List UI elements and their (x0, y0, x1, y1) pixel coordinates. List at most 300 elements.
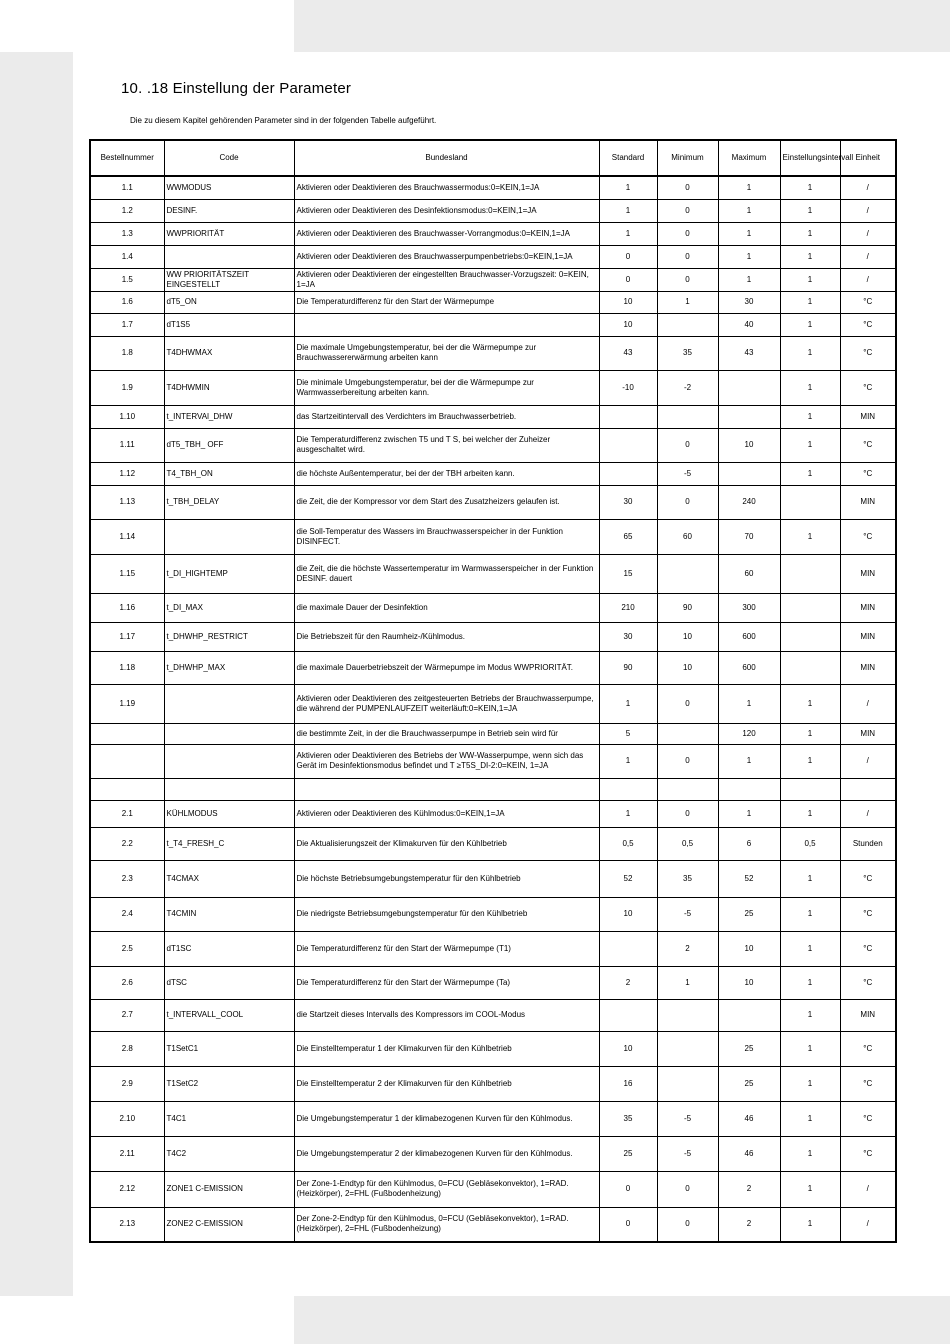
cell-description: Die Umgebungstemperatur 1 der klimabezogenen Kurven für den Kühlmodus. (294, 1101, 599, 1136)
cell-code: t_TBH_DELAY (164, 485, 294, 519)
cell-nr: 2.11 (90, 1136, 164, 1171)
table-row (90, 931, 896, 966)
cell-description: Aktivieren oder Deaktivieren des Kühlmodus:0=KEIN,1=JA (294, 800, 599, 827)
table-row (90, 860, 896, 897)
cell-interval: 1 (780, 931, 840, 966)
table-row (90, 778, 896, 800)
cell-nr: 1.3 (90, 222, 164, 245)
cell-interval: 1 (780, 1136, 840, 1171)
cell-description: Aktivieren oder Deaktivieren des zeitgesteuerten Betriebs der Brauchwasserpumpe, die während der PUMPENLAUFZEIT weiterläuft:0=KEIN,1=JA (294, 684, 599, 723)
cell-maximum: 1 (718, 245, 780, 268)
cell-interval: 1 (780, 999, 840, 1031)
cell-standard (599, 462, 657, 485)
cell-minimum: 1 (657, 966, 718, 999)
cell-nr: 1.14 (90, 519, 164, 554)
cell-unit: °C (840, 428, 896, 462)
cell-nr: 1.15 (90, 554, 164, 593)
table-row (90, 222, 896, 245)
cell-minimum: -2 (657, 370, 718, 405)
cell-standard: 210 (599, 593, 657, 622)
cell-code (164, 744, 294, 778)
cell-minimum (657, 723, 718, 744)
cell-code: WWPRIORITÄT (164, 222, 294, 245)
cell-code: T4CMIN (164, 897, 294, 931)
cell-nr: 2.7 (90, 999, 164, 1031)
cell-maximum: 1 (718, 199, 780, 222)
cell-minimum: 0 (657, 485, 718, 519)
section-intro: Die zu diesem Kapitel gehörenden Parameter sind in der folgenden Tabelle aufgeführt. (130, 116, 437, 125)
cell-maximum: 2 (718, 1171, 780, 1207)
cell-description: das Startzeitintervall des Verdichters im Brauchwasserbetrieb. (294, 405, 599, 428)
cell-maximum: 6 (718, 827, 780, 860)
cell-maximum: 52 (718, 860, 780, 897)
cell-minimum: -5 (657, 1101, 718, 1136)
cell-code: T4DHWMAX (164, 336, 294, 370)
cell-maximum: 70 (718, 519, 780, 554)
cell-code: T4C1 (164, 1101, 294, 1136)
cell-interval: 1 (780, 1031, 840, 1066)
cell-description: Die Temperaturdifferenz für den Start der Wärmepumpe (294, 291, 599, 313)
cell-standard: 90 (599, 651, 657, 684)
cell-standard: 30 (599, 485, 657, 519)
cell-description: Die niedrigste Betriebsumgebungstemperatur für den Kühlbetrieb (294, 897, 599, 931)
cell-code: t_INTERVALL_COOL (164, 999, 294, 1031)
cell-minimum: -5 (657, 1136, 718, 1171)
cell-description: die höchste Außentemperatur, bei der der TBH arbeiten kann. (294, 462, 599, 485)
header-interval: Einstellungsintervall (780, 140, 840, 176)
cell-unit: / (840, 222, 896, 245)
cell-minimum: 0 (657, 800, 718, 827)
cell-code: WWMODUS (164, 176, 294, 199)
cell-minimum: 35 (657, 860, 718, 897)
cell-standard: 0 (599, 268, 657, 291)
cell-nr: 1.7 (90, 313, 164, 336)
cell-unit: °C (840, 1066, 896, 1101)
cell-standard: 2 (599, 966, 657, 999)
cell-code: dTSC (164, 966, 294, 999)
cell-standard: 25 (599, 1136, 657, 1171)
table-row (90, 1207, 896, 1242)
table-row (90, 1031, 896, 1066)
cell-unit: °C (840, 1031, 896, 1066)
cell-minimum (657, 313, 718, 336)
cell-maximum: 2 (718, 1207, 780, 1242)
cell-standard: 52 (599, 860, 657, 897)
cell-minimum: 10 (657, 622, 718, 651)
cell-maximum: 600 (718, 651, 780, 684)
cell-code (164, 684, 294, 723)
page-tab-top (0, 0, 294, 52)
cell-standard: 1 (599, 199, 657, 222)
cell-unit: °C (840, 1101, 896, 1136)
cell-standard: 5 (599, 723, 657, 744)
cell-code: ZONE1 C-EMISSION (164, 1171, 294, 1207)
cell-description: Aktivieren oder Deaktivieren des Brauchwassermodus:0=KEIN,1=JA (294, 176, 599, 199)
table-row (90, 1171, 896, 1207)
cell-description: Aktivieren oder Deaktivieren des Brauchwasser-Vorrangmodus:0=KEIN,1=JA (294, 222, 599, 245)
cell-nr: 2.8 (90, 1031, 164, 1066)
cell-nr: 1.6 (90, 291, 164, 313)
cell-maximum: 1 (718, 800, 780, 827)
cell-unit: °C (840, 1136, 896, 1171)
cell-minimum: 1 (657, 291, 718, 313)
cell-standard: 10 (599, 897, 657, 931)
cell-standard: 0 (599, 245, 657, 268)
cell-minimum (657, 1031, 718, 1066)
cell-interval: 1 (780, 1066, 840, 1101)
cell-description: die maximale Dauerbetriebszeit der Wärmepumpe im Modus WWPRIORITÄT. (294, 651, 599, 684)
cell-maximum: 30 (718, 291, 780, 313)
cell-code: t_T4_FRESH_C (164, 827, 294, 860)
cell-unit: °C (840, 966, 896, 999)
table-row (90, 245, 896, 268)
cell-interval (780, 651, 840, 684)
header-minimum: Minimum (657, 140, 718, 176)
cell-standard: 10 (599, 291, 657, 313)
cell-unit: °C (840, 291, 896, 313)
cell-maximum: 1 (718, 744, 780, 778)
cell-standard: 1 (599, 222, 657, 245)
cell-interval: 1 (780, 1207, 840, 1242)
cell-standard: 1 (599, 800, 657, 827)
cell-minimum: 0 (657, 684, 718, 723)
cell-minimum: -5 (657, 897, 718, 931)
cell-interval (780, 778, 840, 800)
cell-unit: / (840, 268, 896, 291)
cell-unit: / (840, 684, 896, 723)
cell-description: Die Einstelltemperatur 2 der Klimakurven für den Kühlbetrieb (294, 1066, 599, 1101)
cell-unit: / (840, 800, 896, 827)
cell-nr: 1.18 (90, 651, 164, 684)
cell-standard: 30 (599, 622, 657, 651)
cell-interval: 1 (780, 1101, 840, 1136)
cell-description: Aktivieren oder Deaktivieren des Brauchwasserpumpenbetriebs:0=KEIN,1=JA (294, 245, 599, 268)
cell-standard: 1 (599, 744, 657, 778)
cell-interval: 1 (780, 291, 840, 313)
cell-description: die bestimmte Zeit, in der die Brauchwasserpumpe in Betrieb sein wird für (294, 723, 599, 744)
cell-unit: °C (840, 462, 896, 485)
table-row (90, 336, 896, 370)
cell-standard: 0,5 (599, 827, 657, 860)
cell-maximum: 10 (718, 966, 780, 999)
table-row (90, 827, 896, 860)
cell-nr: 1.17 (90, 622, 164, 651)
table-row (90, 593, 896, 622)
cell-unit (840, 778, 896, 800)
cell-maximum (718, 999, 780, 1031)
cell-standard (599, 428, 657, 462)
cell-maximum: 10 (718, 428, 780, 462)
cell-description: Die Temperaturdifferenz zwischen T5 und T S, bei welcher der Zuheizer ausgeschaltet wird. (294, 428, 599, 462)
cell-standard: 10 (599, 313, 657, 336)
cell-maximum: 120 (718, 723, 780, 744)
table-row (90, 268, 896, 291)
table-row (90, 405, 896, 428)
cell-code (164, 245, 294, 268)
table-row (90, 800, 896, 827)
cell-maximum: 40 (718, 313, 780, 336)
cell-minimum: 0 (657, 199, 718, 222)
table-header-row (90, 140, 896, 176)
cell-interval (780, 593, 840, 622)
cell-code: WW PRIORITÄTSZEIT EINGESTELLT (164, 268, 294, 291)
cell-interval: 1 (780, 1171, 840, 1207)
cell-unit: Stunden (840, 827, 896, 860)
cell-code: KÜHLMODUS (164, 800, 294, 827)
cell-minimum: -5 (657, 462, 718, 485)
cell-maximum: 300 (718, 593, 780, 622)
table-row (90, 723, 896, 744)
cell-interval (780, 485, 840, 519)
cell-maximum: 46 (718, 1136, 780, 1171)
cell-code: dT1S5 (164, 313, 294, 336)
cell-nr: 2.9 (90, 1066, 164, 1101)
header-standard: Standard (599, 140, 657, 176)
cell-unit: MIN (840, 622, 896, 651)
cell-description: Die Temperaturdifferenz für den Start der Wärmepumpe (T1) (294, 931, 599, 966)
cell-maximum: 25 (718, 897, 780, 931)
cell-interval (780, 554, 840, 593)
table-row (90, 966, 896, 999)
cell-minimum: 0 (657, 245, 718, 268)
cell-interval: 1 (780, 897, 840, 931)
cell-description: die Soll-Temperatur des Wassers im Brauchwasserspeicher in der Funktion DISINFECT. (294, 519, 599, 554)
cell-nr: 2.12 (90, 1171, 164, 1207)
cell-nr: 2.13 (90, 1207, 164, 1242)
cell-description: Der Zone-1-Endtyp für den Kühlmodus, 0=FCU (Gebläsekonvektor), 1=RAD. (Heizkörper), 2=FHL (Fußbodenheizung) (294, 1171, 599, 1207)
cell-nr: 2.6 (90, 966, 164, 999)
cell-interval: 1 (780, 519, 840, 554)
cell-standard: 35 (599, 1101, 657, 1136)
page-tab-bottom (0, 1296, 294, 1344)
cell-unit: / (840, 199, 896, 222)
cell-minimum: 0 (657, 176, 718, 199)
header-unit: Einheit (840, 140, 896, 176)
table-row (90, 622, 896, 651)
cell-description: Die maximale Umgebungstemperatur, bei der die Wärmepumpe zur Brauchwassererwärmung arbeiten kann (294, 336, 599, 370)
cell-nr (90, 723, 164, 744)
cell-unit: °C (840, 336, 896, 370)
table-row (90, 1136, 896, 1171)
cell-code: DESINF. (164, 199, 294, 222)
cell-standard: 1 (599, 684, 657, 723)
cell-nr: 2.5 (90, 931, 164, 966)
header-maximum: Maximum (718, 140, 780, 176)
cell-unit: °C (840, 370, 896, 405)
table-row (90, 428, 896, 462)
cell-standard (599, 999, 657, 1031)
cell-nr: 1.10 (90, 405, 164, 428)
table-row (90, 684, 896, 723)
cell-maximum: 600 (718, 622, 780, 651)
cell-nr: 1.19 (90, 684, 164, 723)
cell-interval: 1 (780, 176, 840, 199)
cell-description: Die Einstelltemperatur 1 der Klimakurven für den Kühlbetrieb (294, 1031, 599, 1066)
cell-minimum: 10 (657, 651, 718, 684)
cell-code: dT5_TBH_ OFF (164, 428, 294, 462)
cell-nr: 1.12 (90, 462, 164, 485)
cell-unit: °C (840, 897, 896, 931)
cell-code: dT5_ON (164, 291, 294, 313)
cell-nr: 2.2 (90, 827, 164, 860)
cell-maximum (718, 405, 780, 428)
cell-minimum: 35 (657, 336, 718, 370)
cell-interval: 1 (780, 405, 840, 428)
cell-interval: 1 (780, 966, 840, 999)
cell-description: Aktivieren oder Deaktivieren des Betriebs der WW-Wasserpumpe, wenn sich das Gerät im Desinfektionsmodus befindet und T ≥T5S_DI-2:0=KEIN, 1=JA (294, 744, 599, 778)
cell-standard: 1 (599, 176, 657, 199)
cell-description: Aktivieren oder Deaktivieren des Desinfektionsmodus:0=KEIN,1=JA (294, 199, 599, 222)
cell-code: T4C2 (164, 1136, 294, 1171)
cell-nr: 2.10 (90, 1101, 164, 1136)
table-row (90, 313, 896, 336)
cell-minimum: 0 (657, 222, 718, 245)
table-row (90, 554, 896, 593)
cell-standard (599, 778, 657, 800)
cell-code: t_DI_HIGHTEMP (164, 554, 294, 593)
cell-interval: 1 (780, 370, 840, 405)
cell-unit: MIN (840, 723, 896, 744)
table-row (90, 176, 896, 199)
cell-unit: / (840, 245, 896, 268)
cell-minimum: 0 (657, 744, 718, 778)
cell-maximum (718, 462, 780, 485)
cell-standard (599, 931, 657, 966)
cell-nr: 1.13 (90, 485, 164, 519)
cell-unit: °C (840, 860, 896, 897)
cell-code: T1SetC2 (164, 1066, 294, 1101)
cell-interval: 1 (780, 313, 840, 336)
cell-code: dT1SC (164, 931, 294, 966)
cell-interval: 1 (780, 744, 840, 778)
cell-code (164, 723, 294, 744)
cell-nr: 1.2 (90, 199, 164, 222)
cell-maximum (718, 370, 780, 405)
section-title: 10. .18 Einstellung der Parameter (121, 80, 352, 97)
table-row (90, 485, 896, 519)
cell-maximum (718, 778, 780, 800)
cell-nr: 2.1 (90, 800, 164, 827)
cell-standard: 16 (599, 1066, 657, 1101)
table-row (90, 1101, 896, 1136)
cell-maximum: 1 (718, 222, 780, 245)
table-row (90, 651, 896, 684)
cell-description: Die Aktualisierungszeit der Klimakurven für den Kühlbetrieb (294, 827, 599, 860)
table-row (90, 462, 896, 485)
cell-unit: MIN (840, 485, 896, 519)
cell-nr: 2.4 (90, 897, 164, 931)
table-row (90, 1066, 896, 1101)
cell-unit: / (840, 1207, 896, 1242)
cell-maximum: 46 (718, 1101, 780, 1136)
cell-unit: °C (840, 313, 896, 336)
table-row (90, 370, 896, 405)
cell-interval: 1 (780, 800, 840, 827)
cell-interval: 1 (780, 199, 840, 222)
cell-maximum: 43 (718, 336, 780, 370)
table-row (90, 897, 896, 931)
cell-unit: °C (840, 519, 896, 554)
cell-minimum (657, 999, 718, 1031)
header-nr: Bestellnummer (90, 140, 164, 176)
cell-minimum: 90 (657, 593, 718, 622)
cell-minimum (657, 405, 718, 428)
cell-standard: 0 (599, 1207, 657, 1242)
cell-description: die Zeit, die der Kompressor vor dem Start des Zusatzheizers gelaufen ist. (294, 485, 599, 519)
cell-description: Die minimale Umgebungstemperatur, bei der die Wärmepumpe zur Warmwasserbereitung arbeiten kann. (294, 370, 599, 405)
cell-description: die maximale Dauer der Desinfektion (294, 593, 599, 622)
cell-maximum: 1 (718, 684, 780, 723)
cell-minimum: 60 (657, 519, 718, 554)
cell-minimum: 0 (657, 268, 718, 291)
cell-standard: 15 (599, 554, 657, 593)
cell-minimum: 0,5 (657, 827, 718, 860)
cell-maximum: 25 (718, 1031, 780, 1066)
cell-standard: -10 (599, 370, 657, 405)
cell-interval: 1 (780, 723, 840, 744)
cell-description (294, 778, 599, 800)
cell-maximum: 60 (718, 554, 780, 593)
cell-nr: 1.9 (90, 370, 164, 405)
cell-standard (599, 405, 657, 428)
header-code: Code (164, 140, 294, 176)
cell-unit: MIN (840, 651, 896, 684)
cell-interval: 1 (780, 684, 840, 723)
table-row (90, 291, 896, 313)
cell-code: T1SetC1 (164, 1031, 294, 1066)
cell-unit: °C (840, 931, 896, 966)
cell-minimum: 0 (657, 1207, 718, 1242)
cell-standard: 0 (599, 1171, 657, 1207)
cell-description: die Startzeit dieses Intervalls des Kompressors im COOL-Modus (294, 999, 599, 1031)
cell-standard: 65 (599, 519, 657, 554)
cell-nr: 1.11 (90, 428, 164, 462)
cell-description: Die höchste Betriebsumgebungstemperatur für den Kühlbetrieb (294, 860, 599, 897)
cell-unit: / (840, 1171, 896, 1207)
cell-minimum: 2 (657, 931, 718, 966)
cell-nr (90, 744, 164, 778)
cell-code: t_DI_MAX (164, 593, 294, 622)
cell-minimum: 0 (657, 428, 718, 462)
cell-nr: 1.5 (90, 268, 164, 291)
header-description: Bundesland (294, 140, 599, 176)
cell-interval: 1 (780, 860, 840, 897)
cell-minimum (657, 554, 718, 593)
cell-maximum: 10 (718, 931, 780, 966)
cell-description: die Zeit, die die höchste Wassertemperatur im Warmwasserspeicher in der Funktion DESINF. dauert (294, 554, 599, 593)
cell-minimum (657, 1066, 718, 1101)
parameter-table (89, 139, 897, 1243)
cell-nr: 1.8 (90, 336, 164, 370)
cell-unit: / (840, 176, 896, 199)
cell-code (164, 778, 294, 800)
table-body (90, 176, 896, 1242)
cell-code: ZONE2 C-EMISSION (164, 1207, 294, 1242)
cell-interval: 1 (780, 428, 840, 462)
cell-nr: 1.1 (90, 176, 164, 199)
cell-interval: 1 (780, 336, 840, 370)
cell-maximum: 25 (718, 1066, 780, 1101)
cell-unit: MIN (840, 999, 896, 1031)
cell-nr: 2.3 (90, 860, 164, 897)
cell-nr: 1.4 (90, 245, 164, 268)
cell-interval (780, 622, 840, 651)
table-row (90, 519, 896, 554)
cell-maximum: 240 (718, 485, 780, 519)
cell-standard: 43 (599, 336, 657, 370)
cell-unit: MIN (840, 554, 896, 593)
cell-code: t_DHWHP_MAX (164, 651, 294, 684)
